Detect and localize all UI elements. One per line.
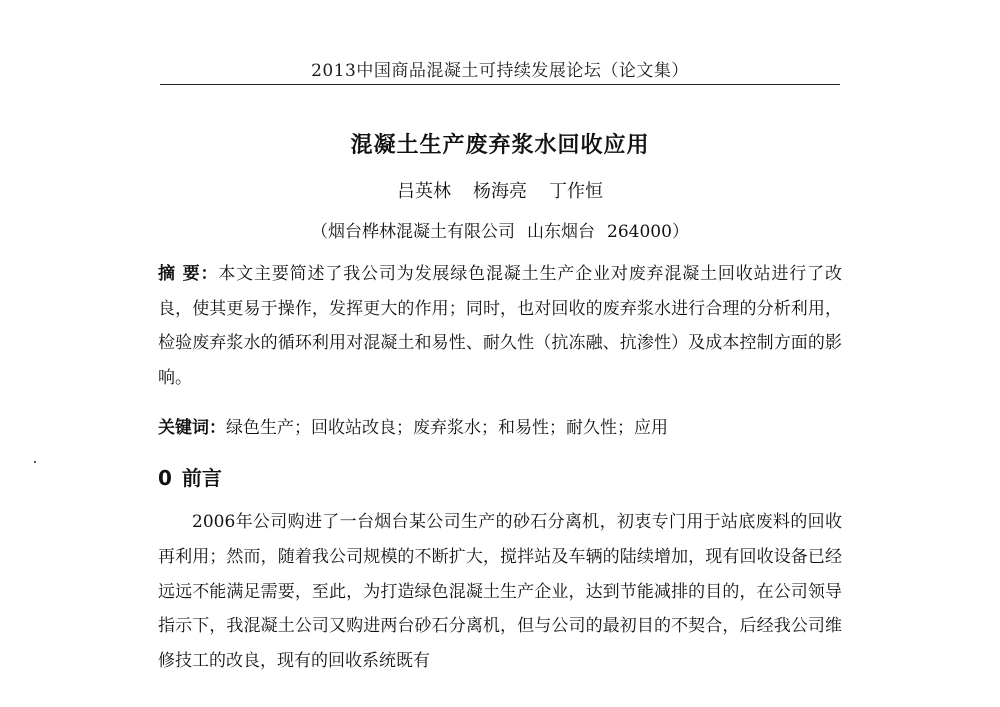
author-name: 丁作恒: [549, 181, 603, 202]
keywords-label: 关键词：: [158, 418, 226, 438]
scan-artifact-dot: [34, 461, 36, 463]
affiliation: [160, 217, 840, 242]
section-heading: [158, 462, 222, 491]
author-name: 杨海亮: [473, 181, 527, 202]
affiliation-close-paren: ）: [671, 222, 689, 242]
affiliation-open-paren: （: [311, 222, 329, 242]
abstract: [158, 257, 842, 395]
author-list: [160, 177, 840, 203]
section-number: 0: [158, 466, 172, 490]
abstract-text: 本文主要简述了我公司为发展绿色混凝土生产企业对废弃混凝土回收站进行了改良，使其更易于操作，发挥更大的作用；同时，也对回收的废弃浆水进行合理的分析利用，检验废弃浆水的循环利用对混凝土和易性、耐久性（抗冻融、抗渗性）及成本控制方面的影响。: [158, 264, 842, 388]
affiliation-location: 山东烟台: [527, 222, 596, 242]
affiliation-company: 烟台桦林混凝土有限公司: [328, 222, 516, 242]
paper-title: 混凝土生产废弃浆水回收应用: [350, 133, 650, 158]
author-name: 吕英林: [397, 181, 451, 202]
affiliation-postcode: 264000: [607, 222, 672, 242]
body-paragraph: 2006年公司购进了一台烟台某公司生产的砂石分离机，初衷专门用于站底废料的回收再利用；然而，随着我公司规模的不断扩大，搅拌站及车辆的陆续增加，现有回收设备已经远远不能满足需要，至此，为打造绿色混凝土生产企业，达到节能减排的目的，在公司领导指示下，我混凝土公司又购进两台砂石分离机，但与公司的最初目的不契合，后经我公司维修技工的改良，现有的回收系统既有: [158, 512, 842, 672]
section-title: 前言: [181, 466, 222, 490]
header-rule: [160, 84, 840, 85]
keywords: [158, 411, 842, 446]
keywords-text: 绿色生产；回收站改良；废弃浆水；和易性；耐久性；应用: [226, 418, 668, 438]
abstract-label: 摘 要：: [158, 264, 219, 284]
running-header: 2013中国商品混凝土可持续发展论坛（论文集）: [311, 61, 689, 81]
